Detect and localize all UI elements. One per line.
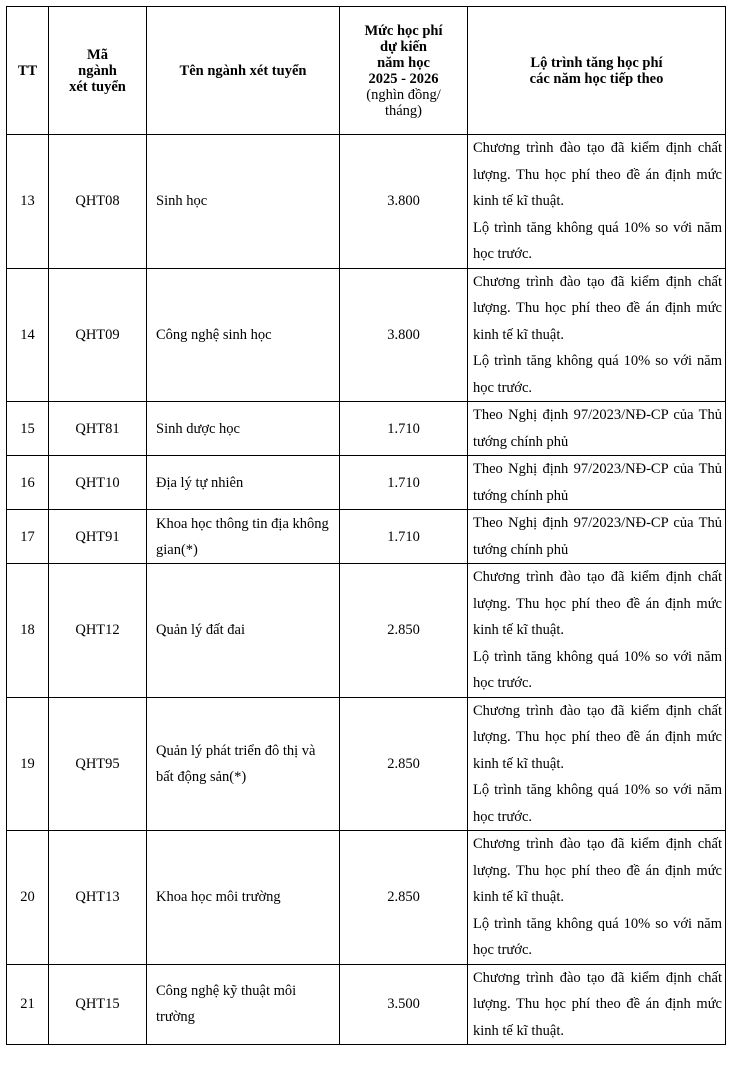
cell-tt: 19: [7, 697, 49, 831]
cell-note: [468, 268, 726, 402]
cell-name: [147, 831, 340, 965]
cell-tt: 20: [7, 831, 49, 965]
cell-code: QHT91: [49, 510, 147, 564]
cell-name: [147, 564, 340, 698]
cell-note-paragraph: Lộ trình tăng không quá 10% so với năm học trước.: [473, 219, 722, 262]
cell-fee: 1.710: [340, 510, 468, 564]
cell-code: QHT09: [49, 268, 147, 402]
cell-fee: 1.710: [340, 402, 468, 456]
cell-fee: 2.850: [340, 564, 468, 698]
cell-note-paragraph: Lộ trình tăng không quá 10% so với năm học trước.: [473, 782, 722, 825]
header-roadmap-line: các năm học tiếp theo: [529, 70, 664, 87]
cell-note: [468, 135, 726, 269]
cell-fee: 2.850: [340, 697, 468, 831]
header-fee-line: dự kiến: [380, 38, 427, 55]
table-row: [7, 135, 726, 269]
cell-fee: 3.800: [340, 268, 468, 402]
cell-note-paragraph: Chương trình đào tạo đã kiểm định chất lượng. Thu học phí theo đề án định mức kinh tế kĩ thuật.: [473, 140, 722, 209]
cell-tt: 21: [7, 964, 49, 1045]
header-code-line: ngành: [78, 62, 117, 79]
cell-tt: 16: [7, 456, 49, 510]
cell-name: [147, 697, 340, 831]
cell-name-line: Quản lý đất đai: [156, 622, 245, 639]
header-fee-line: Mức học phí: [364, 22, 443, 39]
cell-code: QHT81: [49, 402, 147, 456]
cell-name: [147, 456, 340, 510]
cell-note-paragraph: Theo Nghị định 97/2023/NĐ-CP của Thủ tướng chính phủ: [473, 461, 722, 504]
cell-note-paragraph: Chương trình đào tạo đã kiểm định chất lượng. Thu học phí theo đề án định mức kinh tế kĩ thuật.: [473, 969, 722, 1039]
cell-name-line: Quản lý phát triển đô thị và bất động sản(*): [156, 742, 316, 785]
header-name: Tên ngành xét tuyển: [147, 7, 340, 135]
cell-name-line: Công nghệ kỹ thuật môi trường: [156, 983, 297, 1026]
cell-tt: 14: [7, 268, 49, 402]
header-fee-line: năm học: [377, 54, 430, 71]
cell-name-line: Sinh học: [156, 193, 208, 210]
header-roadmap-line: Lộ trình tăng học phí: [530, 54, 663, 71]
cell-name: [147, 135, 340, 269]
table-row: [7, 697, 726, 831]
cell-name: [147, 402, 340, 456]
cell-tt: 18: [7, 564, 49, 698]
table-row: [7, 831, 726, 965]
cell-name-line: Sinh dược học: [156, 420, 240, 437]
cell-name-line: Địa lý tự nhiên: [156, 474, 244, 491]
header-fee-unit: (nghìn đồng/: [366, 86, 441, 103]
tuition-table: [6, 6, 726, 1045]
cell-fee: 2.850: [340, 831, 468, 965]
header-roadmap: [468, 7, 726, 135]
table-row: [7, 564, 726, 698]
table-row: [7, 964, 726, 1045]
cell-code: QHT10: [49, 456, 147, 510]
cell-code: QHT08: [49, 135, 147, 269]
cell-note-paragraph: Chương trình đào tạo đã kiểm định chất lượng. Thu học phí theo đề án định mức kinh tế kĩ thuật.: [473, 273, 722, 343]
cell-note: [468, 510, 726, 564]
header-tt: TT: [7, 7, 49, 135]
table-row: [7, 510, 726, 564]
cell-note: [468, 456, 726, 510]
cell-note-paragraph: Lộ trình tăng không quá 10% so với năm học trước.: [473, 915, 722, 958]
cell-note-paragraph: Lộ trình tăng không quá 10% so với năm học trước.: [473, 648, 722, 691]
header-code: [49, 7, 147, 135]
cell-note: [468, 831, 726, 965]
table-row: [7, 268, 726, 402]
cell-tt: 15: [7, 402, 49, 456]
table-header-row: [7, 7, 726, 135]
cell-code: QHT13: [49, 831, 147, 965]
cell-tt: 13: [7, 135, 49, 269]
cell-note-paragraph: Lộ trình tăng không quá 10% so với năm học trước.: [473, 353, 722, 396]
cell-fee: 3.800: [340, 135, 468, 269]
cell-note: [468, 697, 726, 831]
cell-note: [468, 402, 726, 456]
cell-fee: 1.710: [340, 456, 468, 510]
cell-fee: 3.500: [340, 964, 468, 1045]
table-body: [7, 135, 726, 1045]
cell-note: [468, 964, 726, 1045]
cell-note-paragraph: Chương trình đào tạo đã kiểm định chất lượng. Thu học phí theo đề án định mức kinh tế kĩ thuật.: [473, 702, 722, 772]
cell-name-line: Khoa học môi trường: [156, 889, 281, 906]
header-fee-unit: tháng): [384, 102, 423, 119]
header-fee-line: 2025 - 2026: [368, 70, 439, 87]
cell-note-paragraph: Theo Nghị định 97/2023/NĐ-CP của Thủ tướng chính phủ: [473, 407, 722, 450]
cell-name-line: Khoa học thông tin địa không gian(*): [156, 515, 329, 558]
cell-note-paragraph: Chương trình đào tạo đã kiểm định chất lượng. Thu học phí theo đề án định mức kinh tế kĩ thuật.: [473, 569, 722, 638]
cell-note-paragraph: Theo Nghị định 97/2023/NĐ-CP của Thủ tướng chính phủ: [473, 515, 722, 558]
cell-name-line: Công nghệ sinh học: [156, 326, 272, 343]
table-row: [7, 456, 726, 510]
cell-name: [147, 964, 340, 1045]
cell-code: QHT12: [49, 564, 147, 698]
cell-code: QHT15: [49, 964, 147, 1045]
cell-name: [147, 268, 340, 402]
header-code-line: Mã: [87, 46, 108, 63]
cell-note-paragraph: Chương trình đào tạo đã kiểm định chất lượng. Thu học phí theo đề án định mức kinh tế kĩ thuật.: [473, 836, 722, 905]
header-code-line: xét tuyển: [69, 78, 126, 95]
header-fee: [340, 7, 468, 135]
cell-tt: 17: [7, 510, 49, 564]
cell-note: [468, 564, 726, 698]
cell-code: QHT95: [49, 697, 147, 831]
cell-name: [147, 510, 340, 564]
table-row: [7, 402, 726, 456]
